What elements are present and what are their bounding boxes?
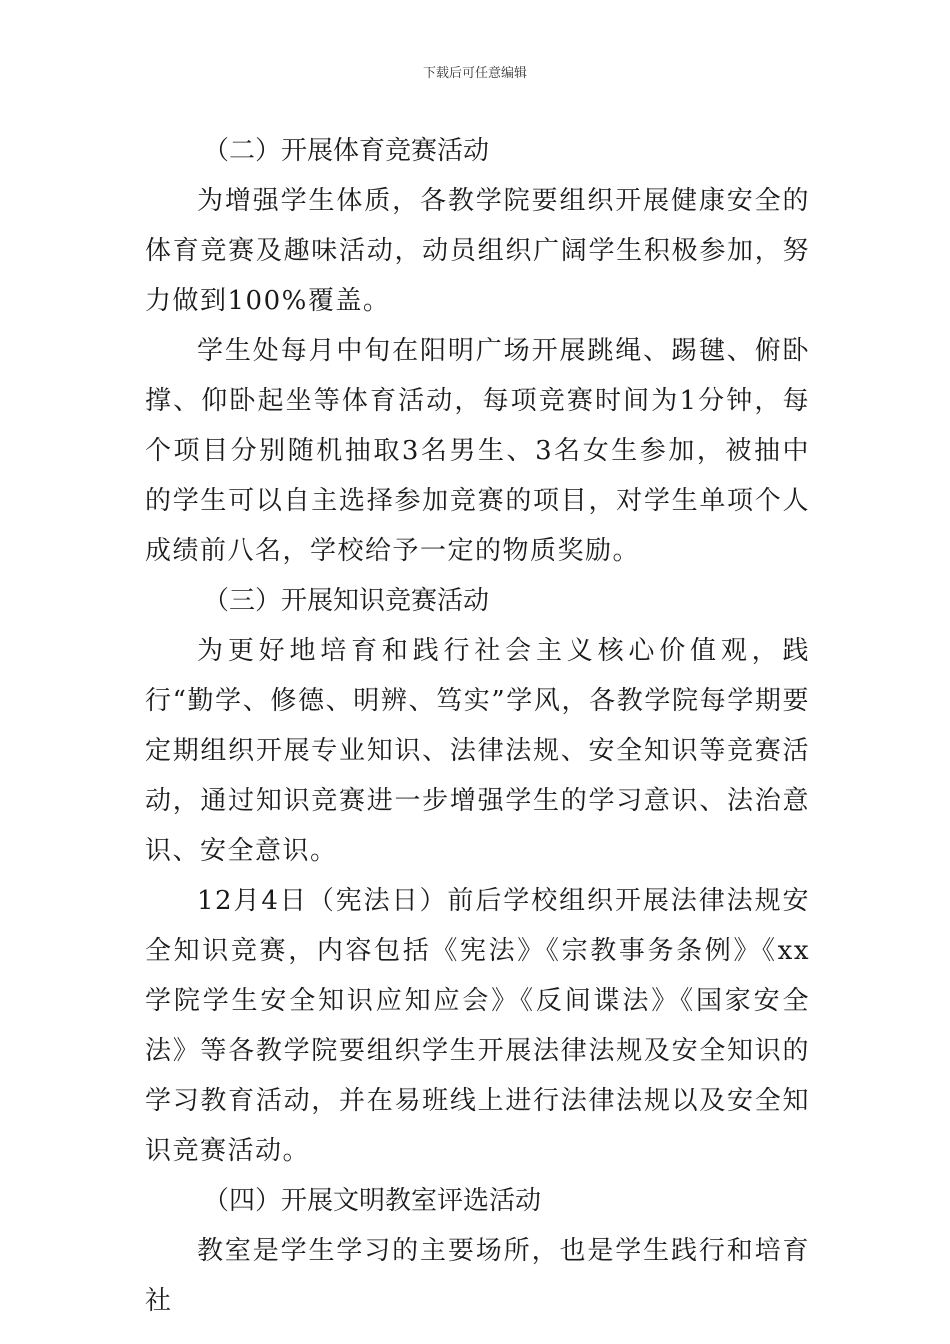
paragraph: 为增强学生体质，各教学院要组织开展健康安全的体育竞赛及趣味活动，动员组织广阔学生积极参加，努力做到100%覆盖。 bbox=[145, 186, 810, 316]
section-heading: （四）开展文明教室评选活动 bbox=[203, 1186, 542, 1216]
paragraph: 12月4日（宪法日）前后学校组织开展法律法规安全知识竞赛，内容包括《宪法》《宗教事务条例》《xx学院学生安全知识应知应会》《反间谍法》《国家安全法》等各教学院要组织学生开展法律法规及安全知识的学习教育活动，并在易班线上进行法律法规以及安全知识竞赛活动。 bbox=[145, 886, 810, 1166]
section-heading: （二）开展体育竞赛活动 bbox=[203, 136, 490, 166]
paragraph: 为更好地培育和践行社会主义核心价值观，践行“勤学、修德、明辨、笃实”学风，各教学院每学期要定期组织开展专业知识、法律法规、安全知识等竞赛活动，通过知识竞赛进一步增强学生的学习意识、法治意识、安全意识。 bbox=[145, 636, 810, 866]
document-body bbox=[145, 126, 810, 1326]
paragraph: 教室是学生学习的主要场所，也是学生践行和培育社 bbox=[145, 1236, 810, 1316]
section-heading: （三）开展知识竞赛活动 bbox=[203, 586, 490, 616]
page-header: 下载后可任意编辑 bbox=[422, 66, 527, 81]
paragraph: 学生处每月中旬在阳明广场开展跳绳、踢毽、俯卧撑、仰卧起坐等体育活动，每项竞赛时间为1分钟，每个项目分别随机抽取3名男生、3名女生参加，被抽中的学生可以自主选择参加竞赛的项目，对学生单项个人成绩前八名，学校给予一定的物质奖励。 bbox=[145, 336, 810, 566]
